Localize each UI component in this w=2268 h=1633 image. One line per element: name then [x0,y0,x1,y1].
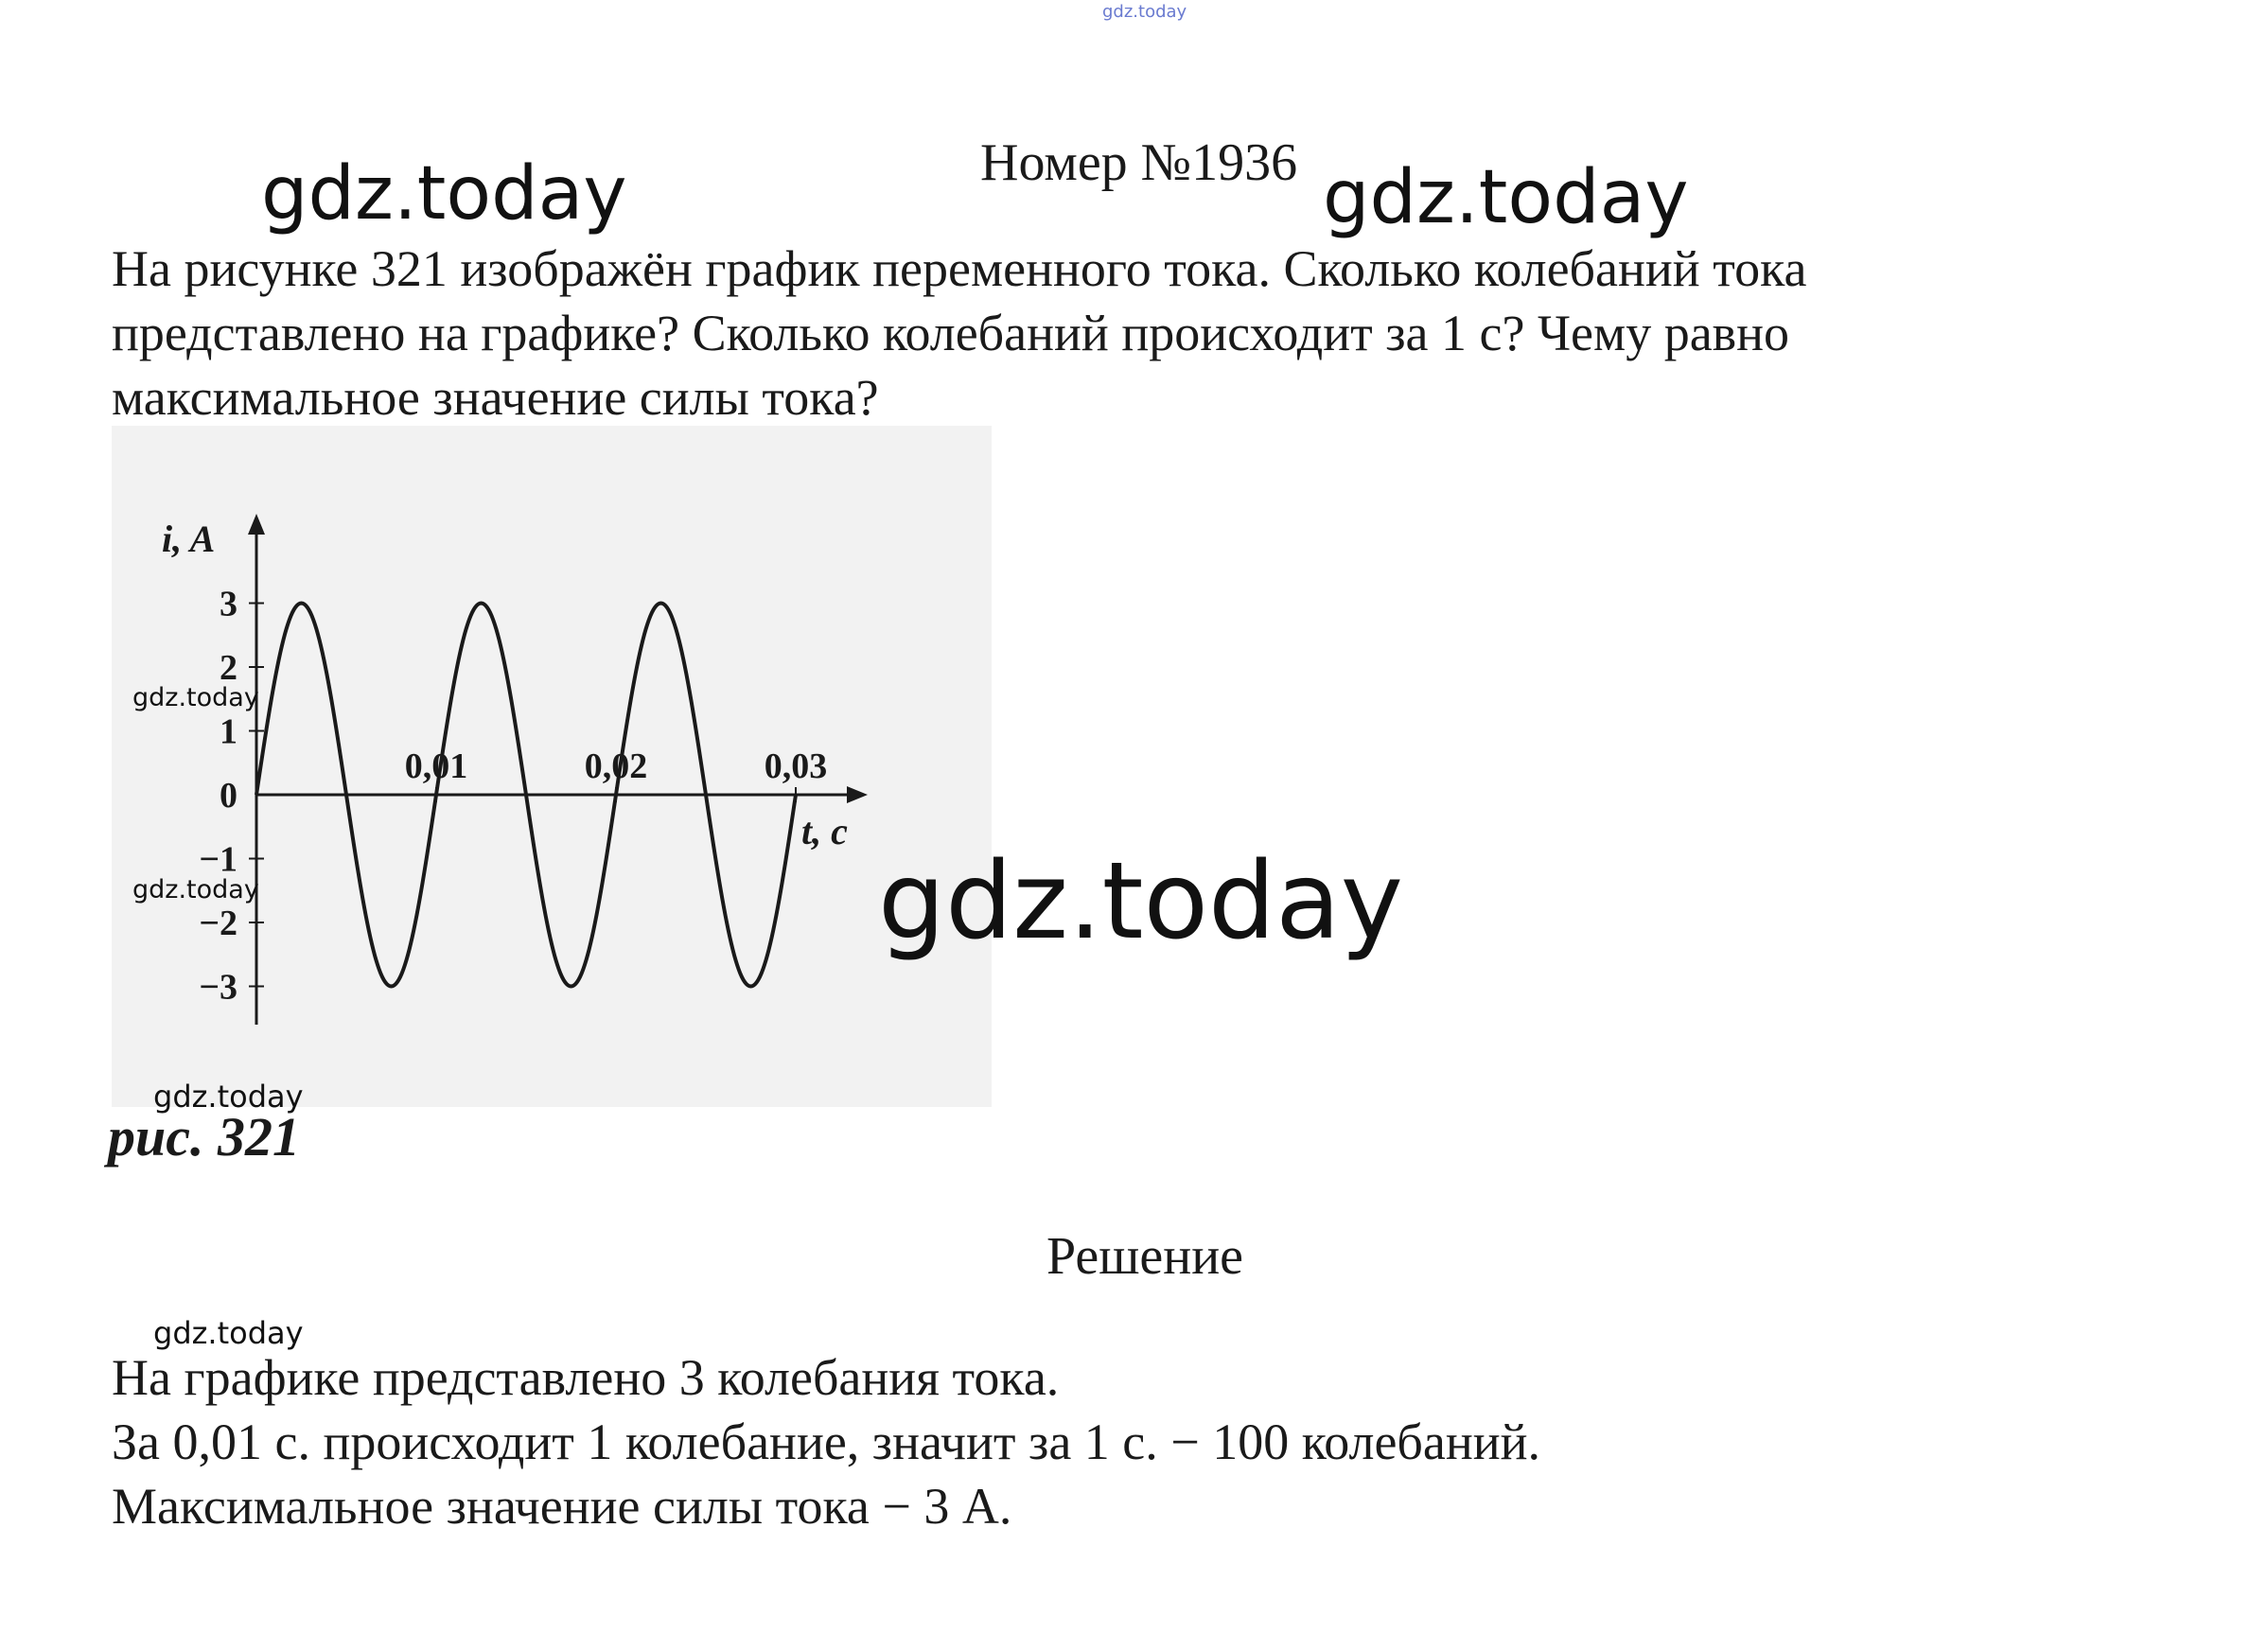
x-tick-label: 0,01 [404,746,468,786]
solution-line: На графике представлено 3 колебания тока. [112,1349,1060,1406]
watermark-small: gdz.today [153,1079,304,1115]
figure-background [112,426,992,1107]
y-axis-label: i, A [162,518,216,560]
watermark-left: gdz.today [261,151,627,237]
y-tick-label: 0 [220,776,237,816]
x-axis-label: t, c [801,810,848,852]
watermark-small: gdz.today [132,683,259,712]
question-line: максимальное значение силы тока? [112,369,879,426]
x-tick-label: 0,03 [764,746,828,786]
watermark-small: gdz.today [132,875,259,904]
y-tick-label: −1 [199,839,237,880]
current-graph [112,426,992,1107]
watermark-large: gdz.today [878,840,1404,963]
x-tick-label: 0,02 [584,746,648,786]
page-title: Номер №1936 [980,133,1298,192]
watermark-small: gdz.today [153,1315,304,1351]
question-line: представлено на графике? Сколько колебаний происходит за 1 с? Чему равно [112,305,1790,361]
watermark-right: gdz.today [1323,155,1689,240]
y-tick-label: −3 [199,967,237,1008]
watermark-top: gdz.today [1102,2,1187,22]
question-text [112,237,2193,430]
figure-caption: рис. 321 [108,1106,300,1168]
solution-line: За 0,01 с. происходит 1 колебание, значит за 1 с. − 100 колебаний. [112,1414,1541,1470]
y-tick-label: 3 [220,584,237,624]
y-tick-label: 2 [220,648,237,688]
y-tick-label: −2 [199,904,237,943]
solution-line: Максимальное значение силы тока − 3 А. [112,1478,1012,1535]
question-line: На рисунке 321 изображён график переменного тока. Сколько колебаний тока [112,240,1807,297]
y-tick-label: 1 [220,711,237,752]
solution-heading: Решение [1046,1227,1244,1286]
